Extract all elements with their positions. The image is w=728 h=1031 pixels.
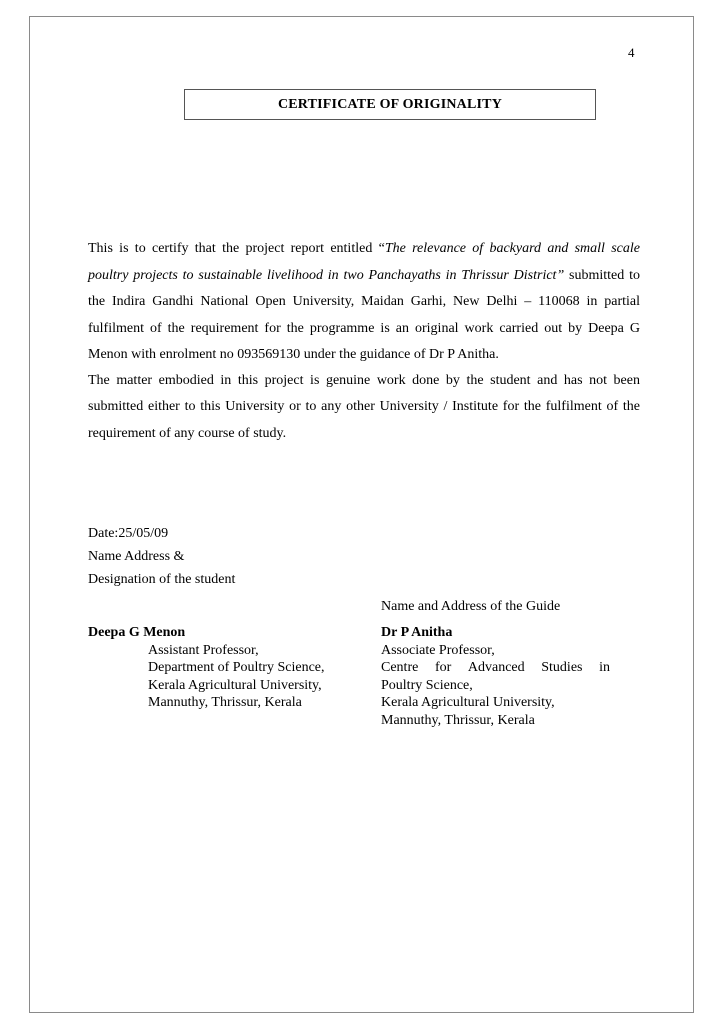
student-address-line: Assistant Professor, [148,642,259,658]
paragraph-rest: submitted to the Indira Gandhi National Open University, Maidan Garhi, New Delhi – 110068 in partial fulfilment of the requirement for the programme is an original work carried out by Deepa G Menon with enrolment no 093569130 under the guidance of Dr P Anitha. [88,267,640,362]
guide-name: Dr P Anitha [381,625,453,640]
designation-label: Designation of the student [88,572,236,587]
guide-line-word: Studies [541,660,583,675]
page-number: 4 [628,45,635,60]
student-address-line: Mannuthy, Thrissur, Kerala [148,695,302,710]
guide-line-word: for [434,660,452,675]
student-name: Deepa G Menon [88,625,186,640]
guide-heading: Name and Address of the Guide [381,599,561,614]
originality-paragraph: The matter embodied in this project is genuine work done by the student and has not been submitted either to this University or to any other University / Institute for the fulfilment of the requirement of any course of study. [88,372,640,441]
guide-line-word: Advanced [467,660,525,675]
page-border [29,16,694,1013]
date-label: Date:25/05/09 [88,526,169,541]
certificate-title-box [184,89,596,120]
student-address-line: Department of Poultry Science, [148,660,325,675]
certification-paragraph [88,236,640,369]
project-title: The relevance of backyard and small scale poultry projects to sustainable livelihood in two Panchayaths in Thrissur District” [88,241,640,283]
guide-address-line: Poultry Science, [381,677,473,693]
student-address-block [88,624,325,712]
certificate-title: CERTIFICATE OF ORIGINALITY [277,97,503,112]
certificate-body [88,236,640,447]
guide-address-line [381,659,610,677]
student-address-line: Kerala Agricultural University, [148,677,322,693]
guide-line-word: Centre [381,660,419,675]
guide-address-line: Associate Professor, [381,642,495,658]
guide-address-line: Kerala Agricultural University, [381,695,555,710]
guide-line-word: in [599,660,610,675]
name-address-label: Name Address & [88,549,185,564]
paragraph-intro: This is to certify that the project report entitled “ [88,241,385,256]
guide-address-block [381,624,610,729]
student-info-block [88,522,235,591]
guide-address-line: Mannuthy, Thrissur, Kerala [381,712,535,728]
